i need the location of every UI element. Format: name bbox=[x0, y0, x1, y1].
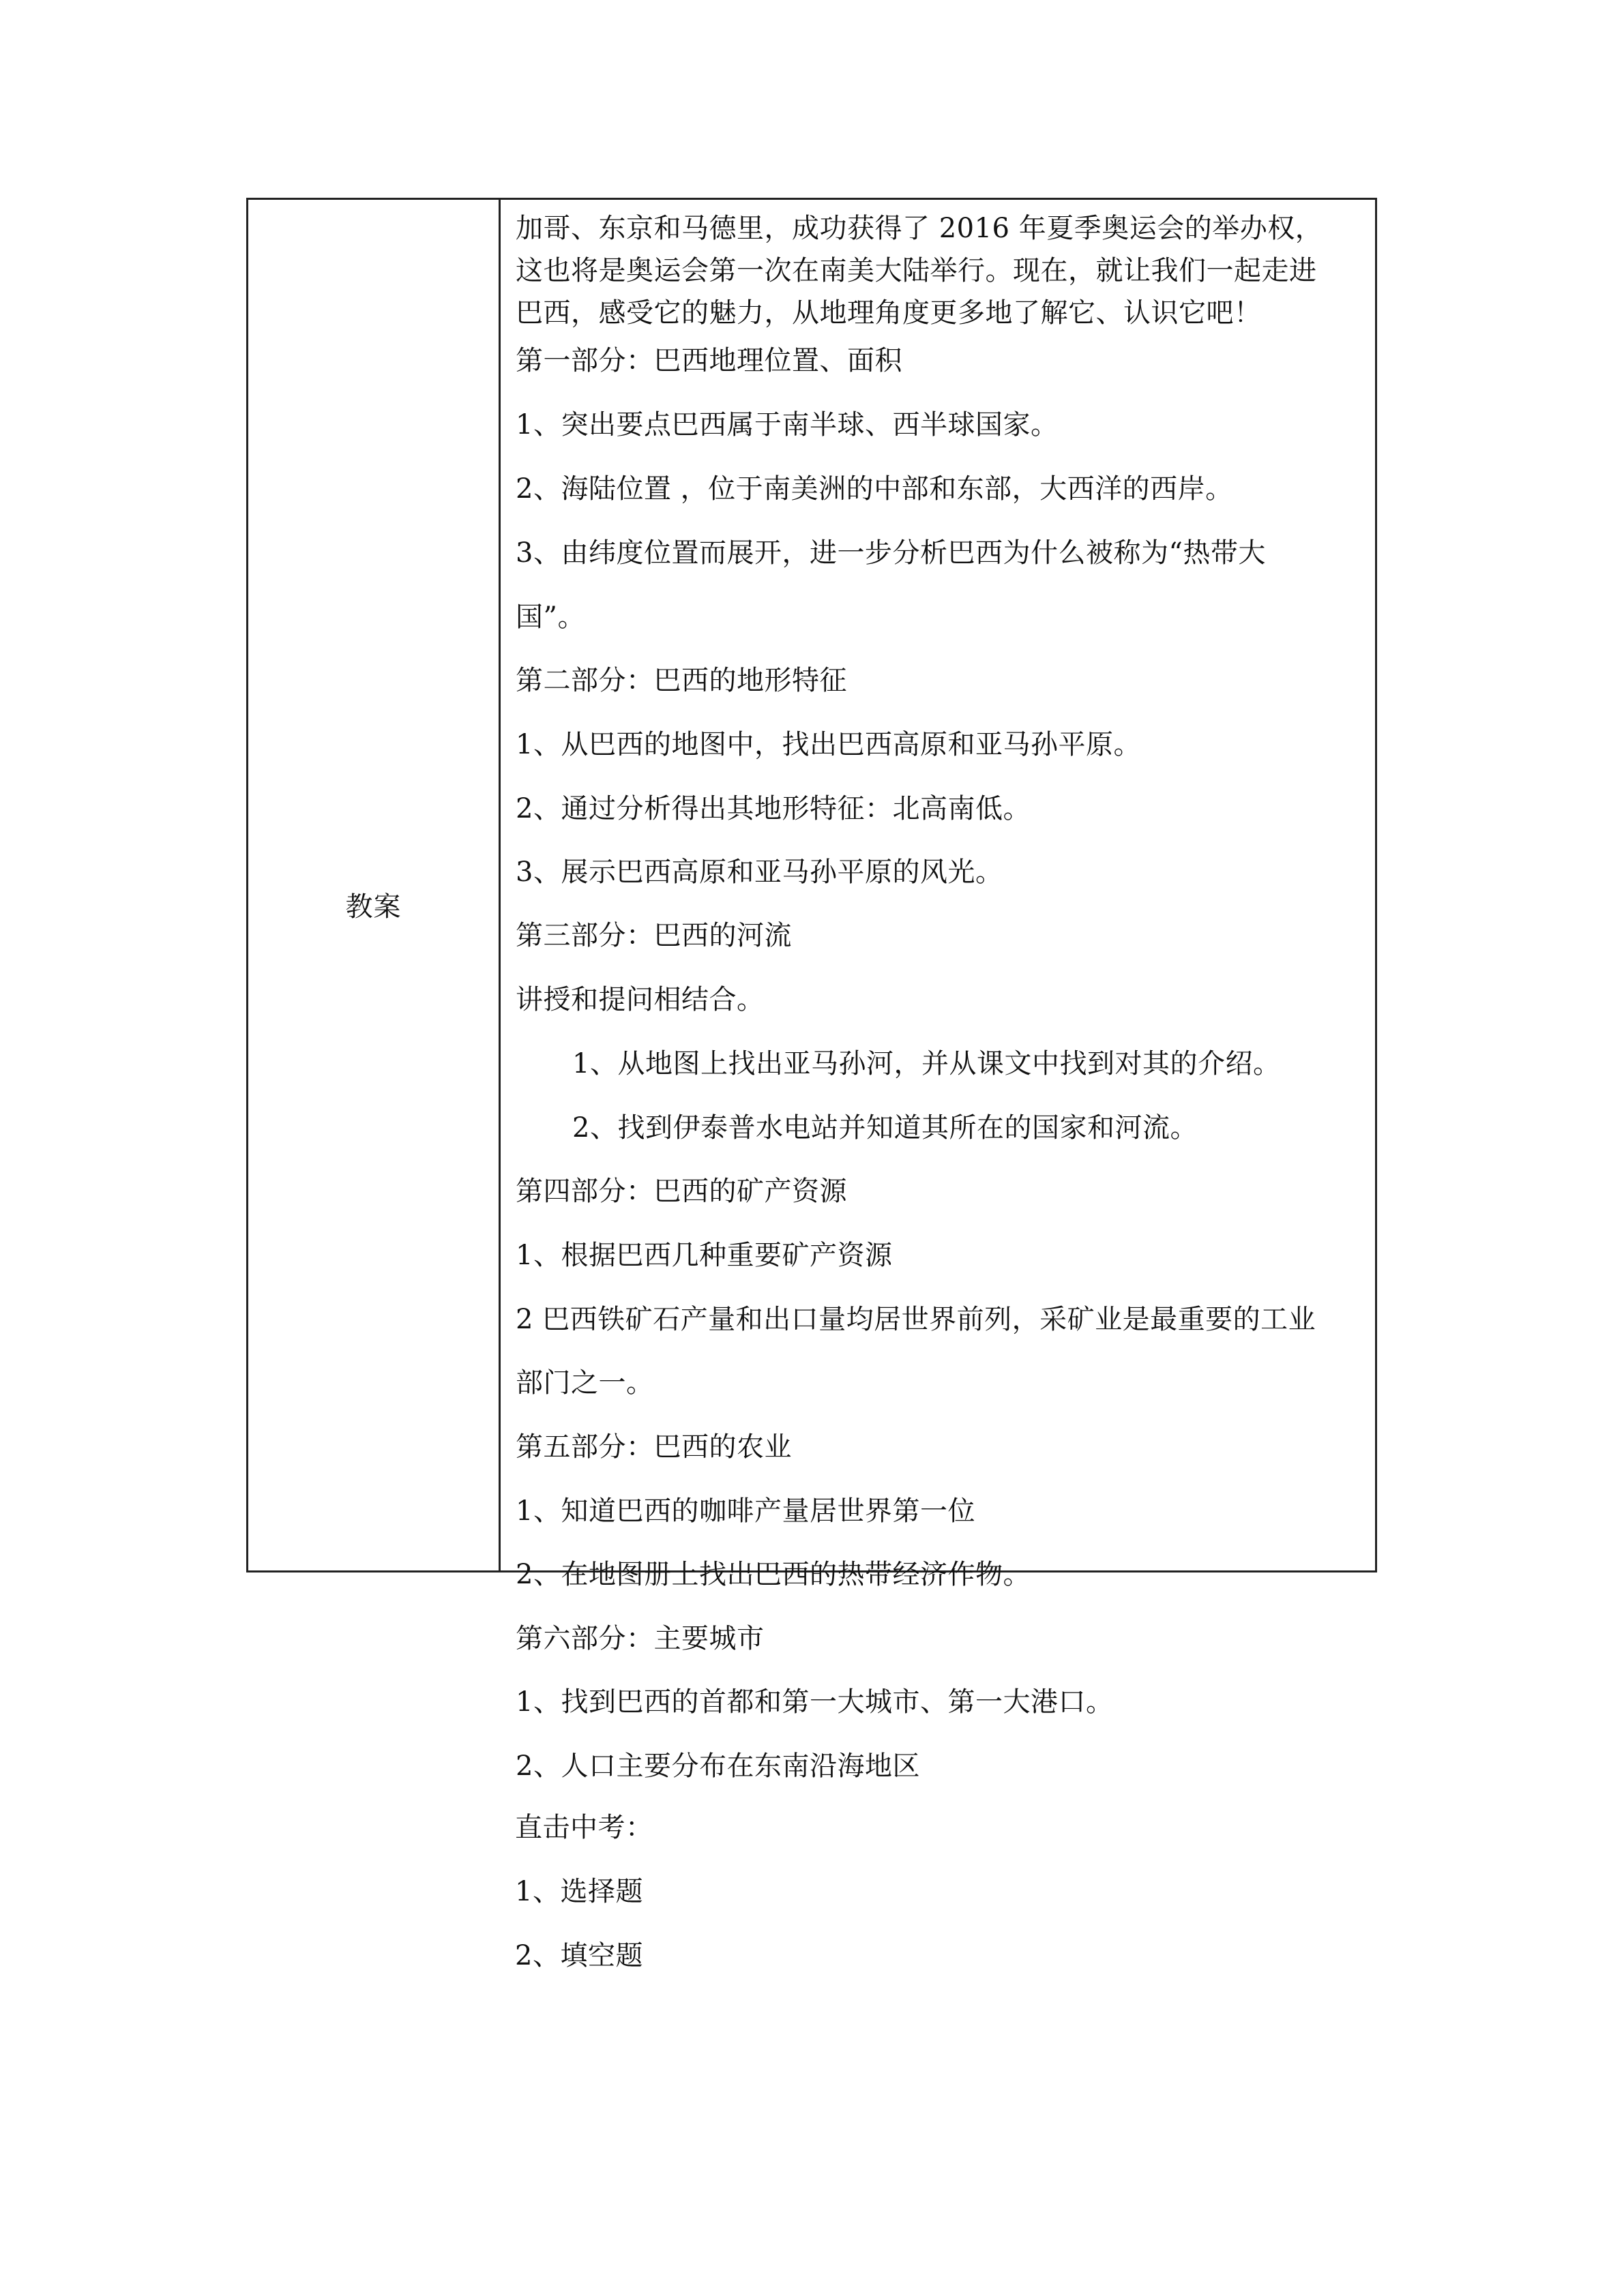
list-item: 2、海陆位置 ，位于南美洲的中部和东部，大西洋的西岸。 bbox=[516, 473, 1233, 505]
intro-line: 这也将是奥运会第一次在南美大陆举行。现在，就让我们一起走进 bbox=[516, 255, 1317, 286]
list-item: 1、根据巴西几种重要矿产资源 bbox=[516, 1240, 893, 1271]
label-cell bbox=[248, 200, 501, 1570]
list-item: 3、由纬度位置而展开，进一步分析巴西为什么被称为“热带大 bbox=[516, 537, 1266, 569]
section-heading: 第六部分：主要城市 bbox=[516, 1623, 765, 1654]
list-item-continuation: 部门之一。 bbox=[516, 1367, 654, 1399]
section-heading: 直击中考： bbox=[515, 1812, 653, 1843]
section-heading: 第一部分：巴西地理位置、面积 bbox=[516, 345, 902, 376]
list-item: 1、突出要点巴西属于南半球、西半球国家。 bbox=[516, 409, 1059, 441]
list-item: 2、在地图册上找出巴西的热带经济作物。 bbox=[516, 1559, 1031, 1590]
content-cell bbox=[501, 200, 1375, 1782]
intro-line: 巴西，感受它的魅力，从地理角度更多地了解它、认识它吧！ bbox=[516, 297, 1262, 329]
list-item: 2、人口主要分布在东南沿海地区 bbox=[516, 1750, 920, 1782]
list-item: 2、通过分析得出其地形特征：北高南低。 bbox=[516, 793, 1031, 824]
list-item: 1、选择题 bbox=[515, 1876, 643, 1907]
paragraph: 讲授和提问相结合。 bbox=[516, 984, 765, 1015]
section-heading: 第四部分：巴西的矿产资源 bbox=[516, 1176, 847, 1207]
section-heading: 第五部分：巴西的农业 bbox=[516, 1431, 792, 1463]
list-item: 1、找到巴西的首都和第一大城市、第一大港口。 bbox=[516, 1686, 1114, 1718]
lesson-plan-table bbox=[246, 198, 1377, 1782]
list-item: 3、展示巴西高原和亚马孙平原的风光。 bbox=[516, 856, 1003, 888]
list-item: 1、从巴西的地图中，找出巴西高原和亚马孙平原。 bbox=[516, 729, 1141, 760]
list-item: 2 巴西铁矿石产量和出口量均居世界前列，采矿业是最重要的工业 bbox=[516, 1304, 1316, 1335]
section-heading: 第三部分：巴西的河流 bbox=[516, 920, 792, 951]
list-item: 2、填空题 bbox=[515, 1940, 643, 1971]
list-item-continuation: 国”。 bbox=[516, 601, 585, 633]
list-item: 2、找到伊泰普水电站并知道其所在的国家和河流。 bbox=[572, 1112, 1198, 1144]
list-item: 1、从地图上找出亚马孙河，并从课文中找到对其的介绍。 bbox=[572, 1048, 1281, 1079]
intro-line: 加哥、东京和马德里，成功获得了 2016 年夏季奥运会的举办权， bbox=[516, 213, 1323, 244]
section-heading: 第二部分：巴西的地形特征 bbox=[516, 665, 847, 696]
row-label: 教案 bbox=[345, 891, 402, 923]
list-item: 1、知道巴西的咖啡产量居世界第一位 bbox=[516, 1495, 975, 1527]
